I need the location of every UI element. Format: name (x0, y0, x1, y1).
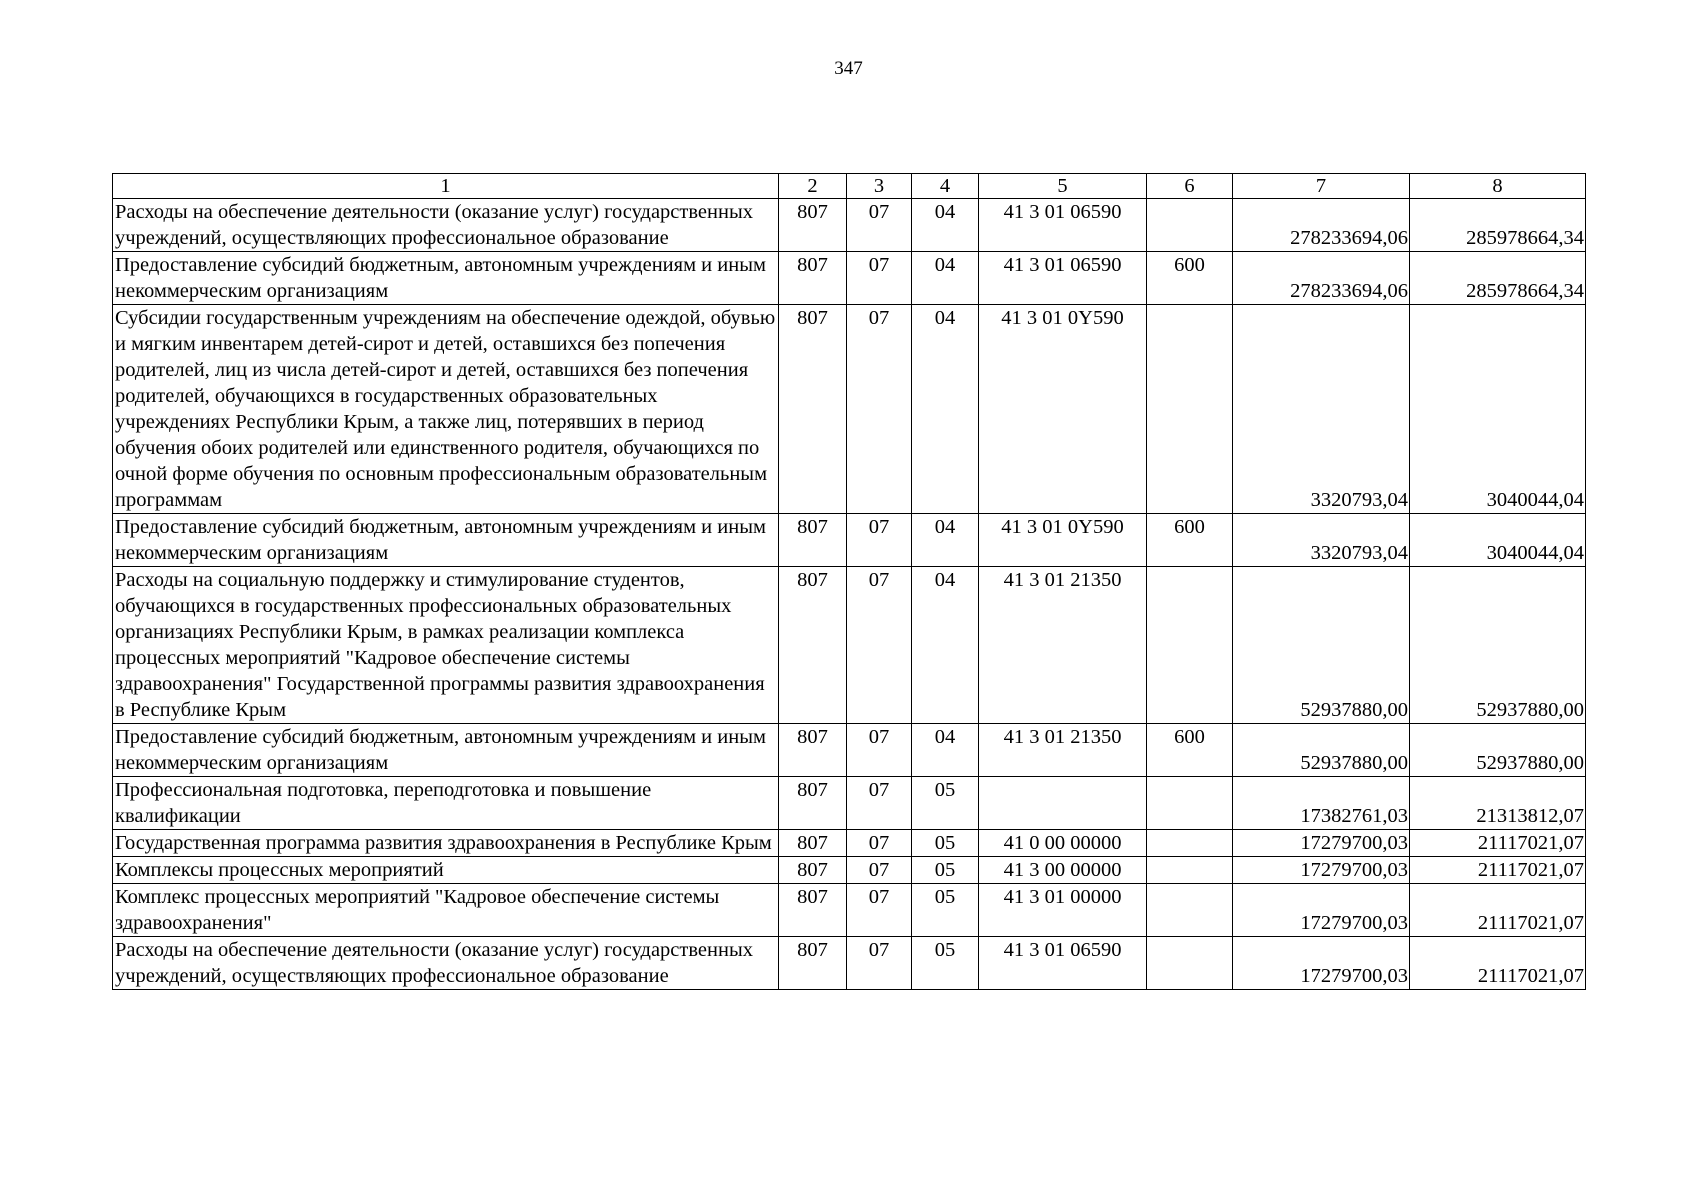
row-section-cell: 07 (847, 724, 912, 777)
row-amount-1-cell: 278233694,06 (1233, 199, 1410, 252)
row-amount-1-cell: 3320793,04 (1233, 305, 1410, 514)
page-number: 347 (834, 58, 863, 79)
row-target-code-cell: 41 3 01 21350 (979, 567, 1147, 724)
row-amount-1-cell: 17382761,03 (1233, 777, 1410, 830)
row-amount-1-cell: 52937880,00 (1233, 724, 1410, 777)
row-subsection-cell: 05 (912, 937, 979, 990)
row-name-cell: Предоставление субсидий бюджетным, автономным учреждениям и иным некоммерческим организациям (113, 724, 779, 777)
header-cell: 5 (979, 174, 1147, 199)
row-name-cell: Предоставление субсидий бюджетным, автономным учреждениям и иным некоммерческим организациям (113, 252, 779, 305)
row-section-cell: 07 (847, 777, 912, 830)
row-amount-2-cell: 21117021,07 (1410, 857, 1586, 884)
header-cell: 2 (779, 174, 847, 199)
row-expense-type-cell (1147, 884, 1233, 937)
row-amount-2-cell: 3040044,04 (1410, 514, 1586, 567)
row-amount-1-cell: 17279700,03 (1233, 857, 1410, 884)
budget-table (112, 173, 1586, 990)
row-subsection-cell: 04 (912, 305, 979, 514)
row-ved-cell: 807 (779, 937, 847, 990)
row-amount-2-cell: 3040044,04 (1410, 305, 1586, 514)
row-name-cell: Государственная программа развития здравоохранения в Республике Крым (113, 830, 779, 857)
row-name-cell: Субсидии государственным учреждениям на обеспечение одеждой, обувью и мягким инвентарем детей-сирот и детей, оставшихся без попечения родителей, лиц из числа детей-сирот и детей, оставшихся без попечения родителей, обучающихся в государственных образовательных учреждениях Республики Крым, а также лиц, потерявших в период обучения обоих родителей или единственного родителя, обучающихся по очной форме обучения по основным профессиональным образовательным программам (113, 305, 779, 514)
row-target-code-cell: 41 3 01 06590 (979, 937, 1147, 990)
row-expense-type-cell (1147, 305, 1233, 514)
row-amount-2-cell: 52937880,00 (1410, 567, 1586, 724)
row-subsection-cell: 05 (912, 857, 979, 884)
row-name-cell: Комплекс процессных мероприятий "Кадровое обеспечение системы здравоохранения" (113, 884, 779, 937)
table-row (113, 777, 1586, 830)
row-expense-type-cell (1147, 937, 1233, 990)
row-target-code-cell: 41 3 01 0Y590 (979, 305, 1147, 514)
row-ved-cell: 807 (779, 567, 847, 724)
row-amount-1-cell: 17279700,03 (1233, 884, 1410, 937)
row-amount-2-cell: 21117021,07 (1410, 937, 1586, 990)
row-name-cell: Расходы на социальную поддержку и стимулирование студентов, обучающихся в государственных профессиональных образовательных организациях Республики Крым, в рамках реализации комплекса процессных мероприятий "Кадровое обеспечение системы здравоохранения" Государственной программы развития здравоохранения в Республике Крым (113, 567, 779, 724)
table-row (113, 567, 1586, 724)
row-section-cell: 07 (847, 199, 912, 252)
row-target-code-cell: 41 3 00 00000 (979, 857, 1147, 884)
table-row (113, 830, 1586, 857)
row-target-code-cell: 41 0 00 00000 (979, 830, 1147, 857)
row-subsection-cell: 05 (912, 777, 979, 830)
table-row (113, 857, 1586, 884)
row-name-cell: Профессиональная подготовка, переподготовка и повышение квалификации (113, 777, 779, 830)
table-row (113, 937, 1586, 990)
row-amount-2-cell: 21117021,07 (1410, 884, 1586, 937)
row-subsection-cell: 04 (912, 567, 979, 724)
row-amount-2-cell: 285978664,34 (1410, 252, 1586, 305)
row-section-cell: 07 (847, 830, 912, 857)
row-expense-type-cell: 600 (1147, 724, 1233, 777)
row-ved-cell: 807 (779, 857, 847, 884)
row-subsection-cell: 04 (912, 199, 979, 252)
row-name-cell: Расходы на обеспечение деятельности (оказание услуг) государственных учреждений, осуществляющих профессиональное образование (113, 199, 779, 252)
row-amount-1-cell: 278233694,06 (1233, 252, 1410, 305)
table-row (113, 252, 1586, 305)
row-section-cell: 07 (847, 937, 912, 990)
header-cell: 6 (1147, 174, 1233, 199)
row-amount-1-cell: 52937880,00 (1233, 567, 1410, 724)
row-expense-type-cell (1147, 857, 1233, 884)
row-ved-cell: 807 (779, 830, 847, 857)
header-cell: 7 (1233, 174, 1410, 199)
row-target-code-cell (979, 777, 1147, 830)
table-row (113, 305, 1586, 514)
row-section-cell: 07 (847, 514, 912, 567)
table-row (113, 724, 1586, 777)
row-target-code-cell: 41 3 01 06590 (979, 199, 1147, 252)
row-section-cell: 07 (847, 252, 912, 305)
row-name-cell: Расходы на обеспечение деятельности (оказание услуг) государственных учреждений, осуществляющих профессиональное образование (113, 937, 779, 990)
row-amount-1-cell: 17279700,03 (1233, 937, 1410, 990)
row-name-cell: Комплексы процессных мероприятий (113, 857, 779, 884)
row-subsection-cell: 05 (912, 830, 979, 857)
row-amount-2-cell: 52937880,00 (1410, 724, 1586, 777)
row-subsection-cell: 04 (912, 724, 979, 777)
header-cell: 4 (912, 174, 979, 199)
row-ved-cell: 807 (779, 724, 847, 777)
row-subsection-cell: 04 (912, 514, 979, 567)
row-ved-cell: 807 (779, 252, 847, 305)
row-subsection-cell: 05 (912, 884, 979, 937)
table-row (113, 884, 1586, 937)
row-ved-cell: 807 (779, 777, 847, 830)
row-subsection-cell: 04 (912, 252, 979, 305)
table-row (113, 199, 1586, 252)
header-cell: 8 (1410, 174, 1586, 199)
row-target-code-cell: 41 3 01 0Y590 (979, 514, 1147, 567)
row-ved-cell: 807 (779, 305, 847, 514)
row-name-cell: Предоставление субсидий бюджетным, автономным учреждениям и иным некоммерческим организациям (113, 514, 779, 567)
row-section-cell: 07 (847, 884, 912, 937)
row-expense-type-cell (1147, 777, 1233, 830)
row-expense-type-cell: 600 (1147, 514, 1233, 567)
row-ved-cell: 807 (779, 884, 847, 937)
header-cell: 3 (847, 174, 912, 199)
row-amount-2-cell: 285978664,34 (1410, 199, 1586, 252)
row-amount-1-cell: 17279700,03 (1233, 830, 1410, 857)
row-target-code-cell: 41 3 01 21350 (979, 724, 1147, 777)
row-section-cell: 07 (847, 567, 912, 724)
table-row (113, 514, 1586, 567)
row-amount-2-cell: 21313812,07 (1410, 777, 1586, 830)
row-amount-2-cell: 21117021,07 (1410, 830, 1586, 857)
row-section-cell: 07 (847, 857, 912, 884)
row-target-code-cell: 41 3 01 06590 (979, 252, 1147, 305)
row-expense-type-cell (1147, 199, 1233, 252)
row-expense-type-cell (1147, 830, 1233, 857)
header-row (113, 174, 1586, 199)
header-cell: 1 (113, 174, 779, 199)
row-expense-type-cell (1147, 567, 1233, 724)
row-expense-type-cell: 600 (1147, 252, 1233, 305)
row-amount-1-cell: 3320793,04 (1233, 514, 1410, 567)
row-target-code-cell: 41 3 01 00000 (979, 884, 1147, 937)
row-ved-cell: 807 (779, 199, 847, 252)
row-ved-cell: 807 (779, 514, 847, 567)
row-section-cell: 07 (847, 305, 912, 514)
